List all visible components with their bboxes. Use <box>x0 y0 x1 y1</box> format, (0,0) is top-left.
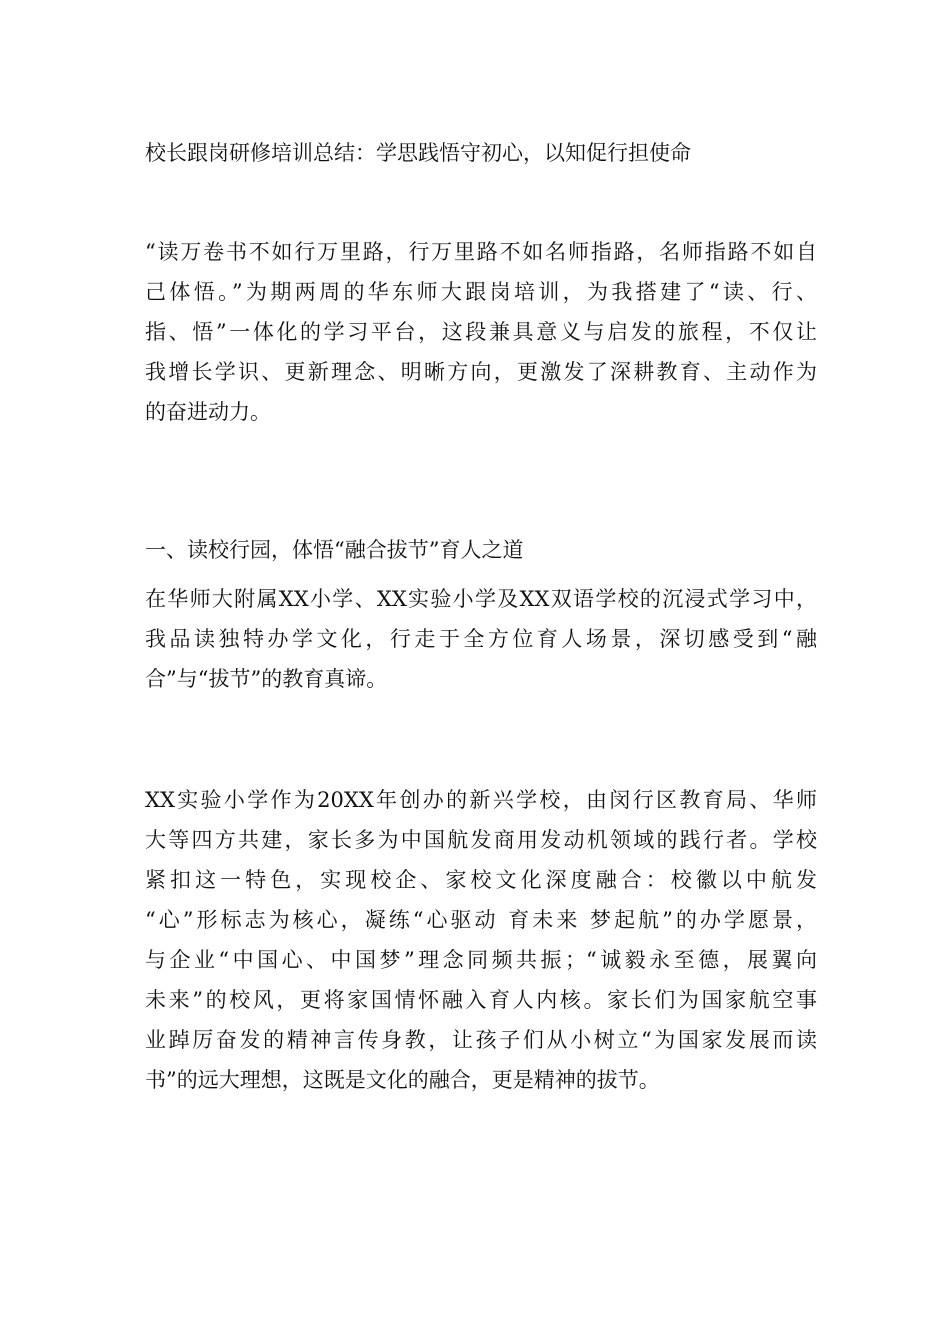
intro-line: 己体悟。”为期两周的华东师大跟岗培训，为我搭建了“读、行、 <box>145 280 817 304</box>
document-title <box>145 133 817 173</box>
paragraph-line: 大等四方共建，家长多为中国航发商用发动机领域的践行者。学校 <box>145 828 817 852</box>
section-heading <box>145 530 817 570</box>
paragraph-line: 合”与“拔节”的教育真谛。 <box>145 667 388 691</box>
section1-paragraph-2 <box>145 780 817 1100</box>
paragraph-line: 与企业“中国心、中国梦”理念同频共振；“诚毅永至德，展翼向 <box>145 948 817 972</box>
title-text: 校长跟岗研修培训总结：学思践悟守初心，以知促行担使命 <box>145 141 691 165</box>
intro-line: “读万卷书不如行万里路，行万里路不如名师指路，名师指路不如自 <box>145 240 817 264</box>
intro-line: 指、悟”一体化的学习平台，这段兼具意义与启发的旅程，不仅让 <box>145 320 817 344</box>
section1-paragraph-1 <box>145 579 817 699</box>
intro-line: 我增长学识、更新理念、明晰方向，更激发了深耕教育、主动作为 <box>145 360 817 384</box>
paragraph-line: XX实验小学作为20XX年创办的新兴学校，由闵行区教育局、华师 <box>145 788 817 812</box>
paragraph-line: “心”形标志为核心，凝练“心驱动 育未来 梦起航”的办学愿景， <box>145 908 817 932</box>
paragraph-line: 书”的远大理想，这既是文化的融合，更是精神的拔节。 <box>145 1068 660 1092</box>
paragraph-line: 业踔厉奋发的精神言传身教，让孩子们从小树立“为国家发展而读 <box>145 1028 817 1052</box>
paragraph-line: 我品读独特办学文化，行走于全方位育人场景，深切感受到“融 <box>145 627 817 651</box>
intro-paragraph <box>145 232 817 432</box>
paragraph-line: 未来”的校风，更将家国情怀融入育人内核。家长们为国家航空事 <box>145 988 817 1012</box>
paragraph-line: 在华师大附属XX小学、XX实验小学及XX双语学校的沉浸式学习中， <box>145 587 817 611</box>
intro-line: 的奋进动力。 <box>145 400 271 424</box>
paragraph-line: 紧扣这一特色，实现校企、家校文化深度融合：校徽以中航发 <box>145 868 817 892</box>
section-heading-text: 一、读校行园，体悟“融合拔节”育人之道 <box>145 538 524 562</box>
